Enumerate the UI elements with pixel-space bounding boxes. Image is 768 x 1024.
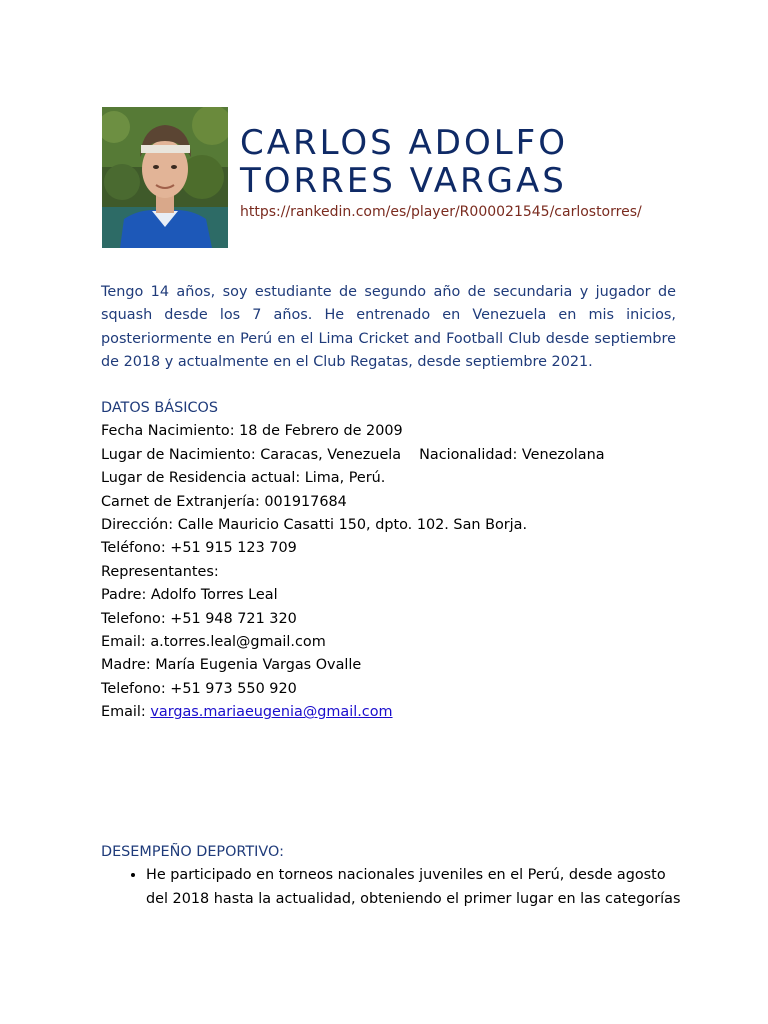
phone: Teléfono: +51 915 123 709 xyxy=(101,540,297,557)
mother-email-link[interactable]: vargas.mariaeugenia@gmail.com xyxy=(150,704,393,721)
profile-url[interactable]: https://rankedin.com/es/player/R000021545/carlostorres/ xyxy=(240,204,642,220)
address: Dirección: Calle Mauricio Casatti 150, dpto. 102. San Borja. xyxy=(101,517,528,534)
id-card: Carnet de Extranjería: 001917684 xyxy=(101,493,347,510)
mother-phone: Telefono: +51 973 550 920 xyxy=(101,680,297,697)
mother-email-row xyxy=(101,701,701,724)
nationality: Nacionalidad: Venezolana xyxy=(419,446,605,463)
father-email: Email: a.torres.leal@gmail.com xyxy=(101,634,326,651)
birth-place: Lugar de Nacimiento: Caracas, Venezuela xyxy=(101,446,402,463)
profile-photo xyxy=(102,107,228,248)
basic-data-heading: DATOS BÁSICOS xyxy=(101,400,218,416)
representatives-label: Representantes: xyxy=(101,563,219,580)
father-phone: Telefono: +51 948 721 320 xyxy=(101,610,297,627)
birth-date: Fecha Nacimiento: 18 de Febrero de 2009 xyxy=(101,423,403,440)
birth-place-row xyxy=(101,444,701,467)
mother-name: Madre: María Eugenia Vargas Ovalle xyxy=(101,657,362,674)
sport-heading: DESEMPEÑO DEPORTIVO: xyxy=(101,844,284,860)
header xyxy=(240,124,740,220)
name-line-2: TORRES VARGAS xyxy=(240,161,567,201)
name-line-1: CARLOS ADOLFO xyxy=(240,123,568,163)
sport-section xyxy=(101,841,691,911)
basic-data-section xyxy=(101,397,701,725)
sport-list xyxy=(101,864,691,911)
residence: Lugar de Residencia actual: Lima, Perú. xyxy=(101,470,386,487)
father-name: Padre: Adolfo Torres Leal xyxy=(101,587,278,604)
intro-paragraph: Tengo 14 años, soy estudiante de segundo año de secundaria y jugador de squash desde los 7 años. He entrenado en Venezuela en mis inicios, posteriormente en Perú en el Lima Cricket and Football Club desde septiembre de 2018 y actualmente en el Club Regatas, desde septiembre 2021. xyxy=(101,284,676,371)
sport-list-item: • He participado en torneos nacionales juveniles en el Perú, desde agosto del 2018 hasta la actualidad, obteniendo el primer lugar en las categorías xyxy=(146,864,691,911)
mother-email-label: Email: xyxy=(101,704,151,721)
